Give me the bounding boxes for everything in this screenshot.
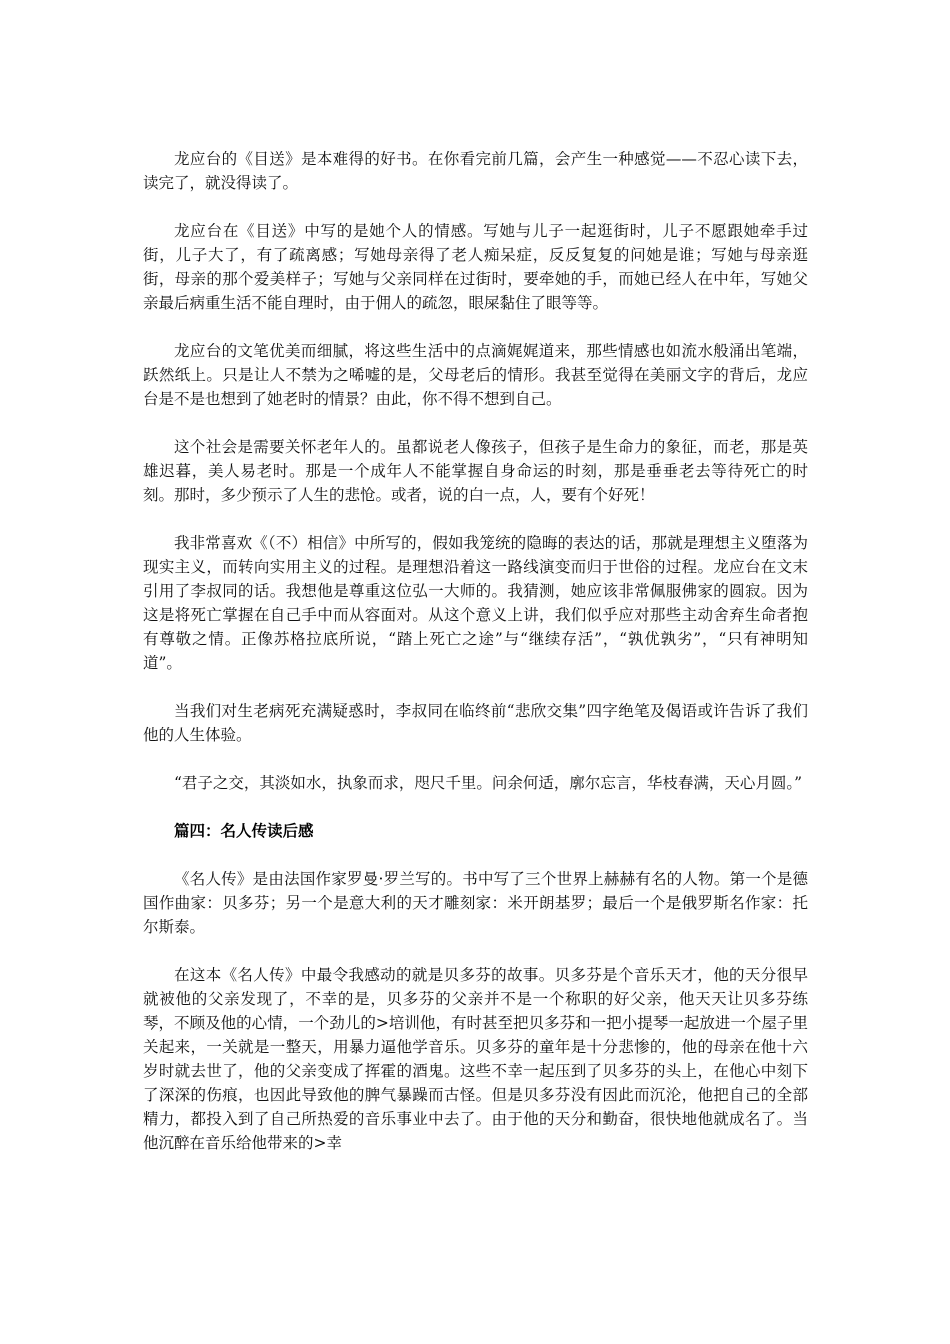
- paragraph-quote: “君子之交，其淡如水，执象而求，咫尺千里。问余何适，廓尔忘言，华枝春满，天心月圆。”: [174, 774, 803, 792]
- paragraph-famous-biographies-intro: 《名人传》是由法国作家罗曼·罗兰写的。书中写了三个世界上赫赫有名的人物。第一个是德国作曲家：贝多芬；另一个是意大利的天才雕刻家：米开朗基罗；最后一个是俄罗斯名作家：托尔斯泰。: [143, 870, 808, 936]
- paragraph-idealism: 我非常喜欢《（不）相信》中所写的，假如我笼统的隐晦的表达的话，那就是理想主义堕落为现实主义，而转向实用主义的过程。是理想沿着这一路线演变而归于世俗的过程。龙应台在文末引用了李叔同的话。我想他是尊重这位弘一大师的。我猜测，她应该非常佩服佛家的圆寂。因为这是将死亡掌握在自己手中而从容面对。从这个意义上讲，我们似乎应对那些主动舍弃生命者抱有尊敬之情。正像苏格拉底所说，“踏上死亡之途”与“继续存活”，“孰优孰劣”，“只有神明知道”。: [143, 534, 808, 672]
- paragraph-li-shutong: 当我们对生老病死充满疑惑时，李叔同在临终前“悲欣交集”四字绝笔及偈语或许告诉了我们他的人生体验。: [143, 702, 808, 744]
- paragraph-mu-song-intro: 龙应台的《目送》是本难得的好书。在你看完前几篇，会产生一种感觉——不忍心读下去，读完了，就没得读了。: [143, 150, 808, 192]
- document-body: [143, 147, 808, 1179]
- paragraph-caring-for-elderly: 这个社会是需要关怀老年人的。虽都说老人像孩子，但孩子是生命力的象征，而老，那是英雄迟暮，美人易老时。那是一个成年人不能掌握自身命运的时刻，那是垂垂老去等待死亡的时刻。那时，多少预示了人生的悲怆。或者，说的白一点，人，要有个好死！: [143, 438, 808, 504]
- paragraph-mu-song-emotions: 龙应台在《目送》中写的是她个人的情感。写她与儿子一起逛街时，儿子不愿跟她牵手过街，儿子大了，有了疏离感；写她母亲得了老人痴呆症，反反复复的问她是谁；写她与母亲逛街，母亲的那个爱美样子；写她与父亲同样在过街时，要牵她的手，而她已经人在中年，写她父亲最后病重生活不能自理时，由于佣人的疏忽，眼屎黏住了眼等等。: [143, 222, 808, 312]
- paragraph-beethoven-story: 在这本《名人传》中最令我感动的就是贝多芬的故事。贝多芬是个音乐天才，他的天分很早就被他的父亲发现了，不幸的是，贝多芬的父亲并不是一个称职的好父亲，他天天让贝多芬练琴，不顾及他的心情，一个劲儿的>培训他，有时甚至把贝多芬和一把小提琴一起放进一个屋子里关起来，一关就是一整天，用暴力逼他学音乐。贝多芬的童年是十分悲惨的，他的母亲在他十六岁时就去世了，他的父亲变成了挥霍的酒鬼。这些不幸一起压到了贝多芬的头上，在他心中刻下了深深的伤痕，也因此导致他的脾气暴躁而古怪。但是贝多芬没有因此而沉沦，他把自己的全部精力，都投入到了自己所热爱的音乐事业中去了。由于他的天分和勤奋，很快地他就成名了。当他沉醉在音乐给他带来的>幸: [143, 966, 808, 1152]
- section-heading: 篇四：名人传读后感: [174, 822, 314, 840]
- paragraph-writing-style: 龙应台的文笔优美而细腻，将这些生活中的点滴娓娓道来，那些情感也如流水般涌出笔端，跃然纸上。只是让人不禁为之唏嘘的是，父母老后的情形。我甚至觉得在美丽文字的背后，龙应台是不是也想到了她老时的情景？由此，你不得不想到自己。: [143, 342, 808, 408]
